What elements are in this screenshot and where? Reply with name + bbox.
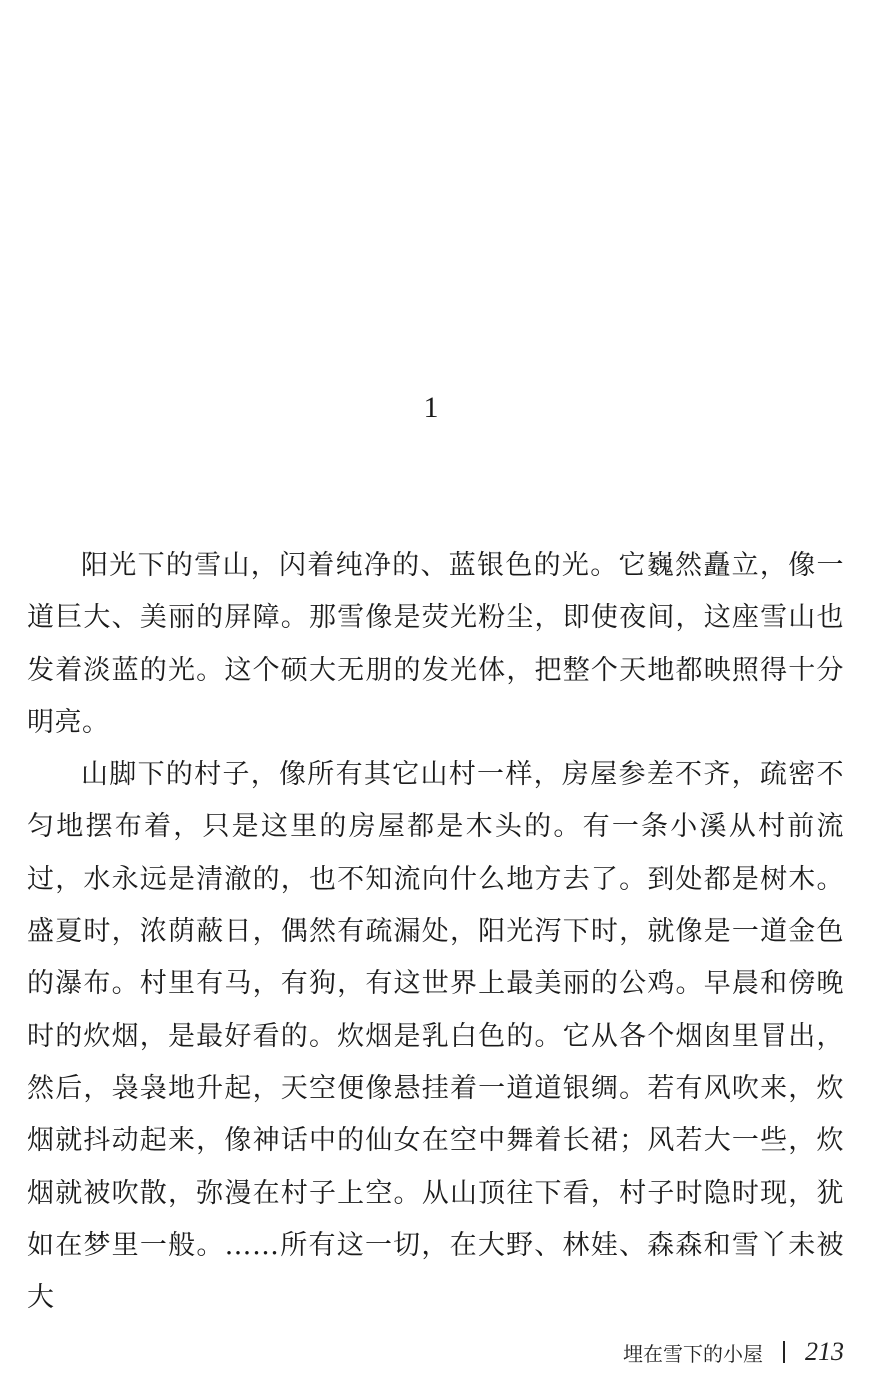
paragraph: 山脚下的村子，像所有其它山村一样，房屋参差不齐，疏密不匀地摆布着，只是这里的房屋都是木头的。有一条小溪从村前流过，水永远是清澈的，也不知流向什么地方去了。到处都是树木。盛夏时，浓荫蔽日，偶然有疏漏处，阳光泻下时，就像是一道金色的瀑布。村里有马，有狗，有这世界上最美丽的公鸡。早晨和傍晚时的炊烟，是最好看的。炊烟是乳白色的。它从各个烟囱里冒出，然后，袅袅地升起，天空便像悬挂着一道道银绸。若有风吹来，炊烟就抖动起来，像神话中的仙女在空中舞着长裙；风若大一些，炊烟就被吹散，弥漫在村子上空。从山顶往下看，村子时隐时现，犹如在梦里一般。……所有这一切，在大野、林娃、森森和雪丫未被大 [27,759,844,1314]
running-title: 埋在雪下的小屋 [623,1341,763,1366]
footer-divider [783,1341,785,1363]
paragraph: 阳光下的雪山，闪着纯净的、蓝银色的光。它巍然矗立，像一道巨大、美丽的屏障。那雪像是荧光粉尘，即使夜间，这座雪山也发着淡蓝的光。这个硕大无朋的发光体，把整个天地都映照得十分明亮。 [27,550,844,738]
page-number: 213 [805,1337,844,1366]
body-text [27,540,844,1324]
page-footer [623,1332,844,1372]
chapter-number: 1 [423,391,439,424]
